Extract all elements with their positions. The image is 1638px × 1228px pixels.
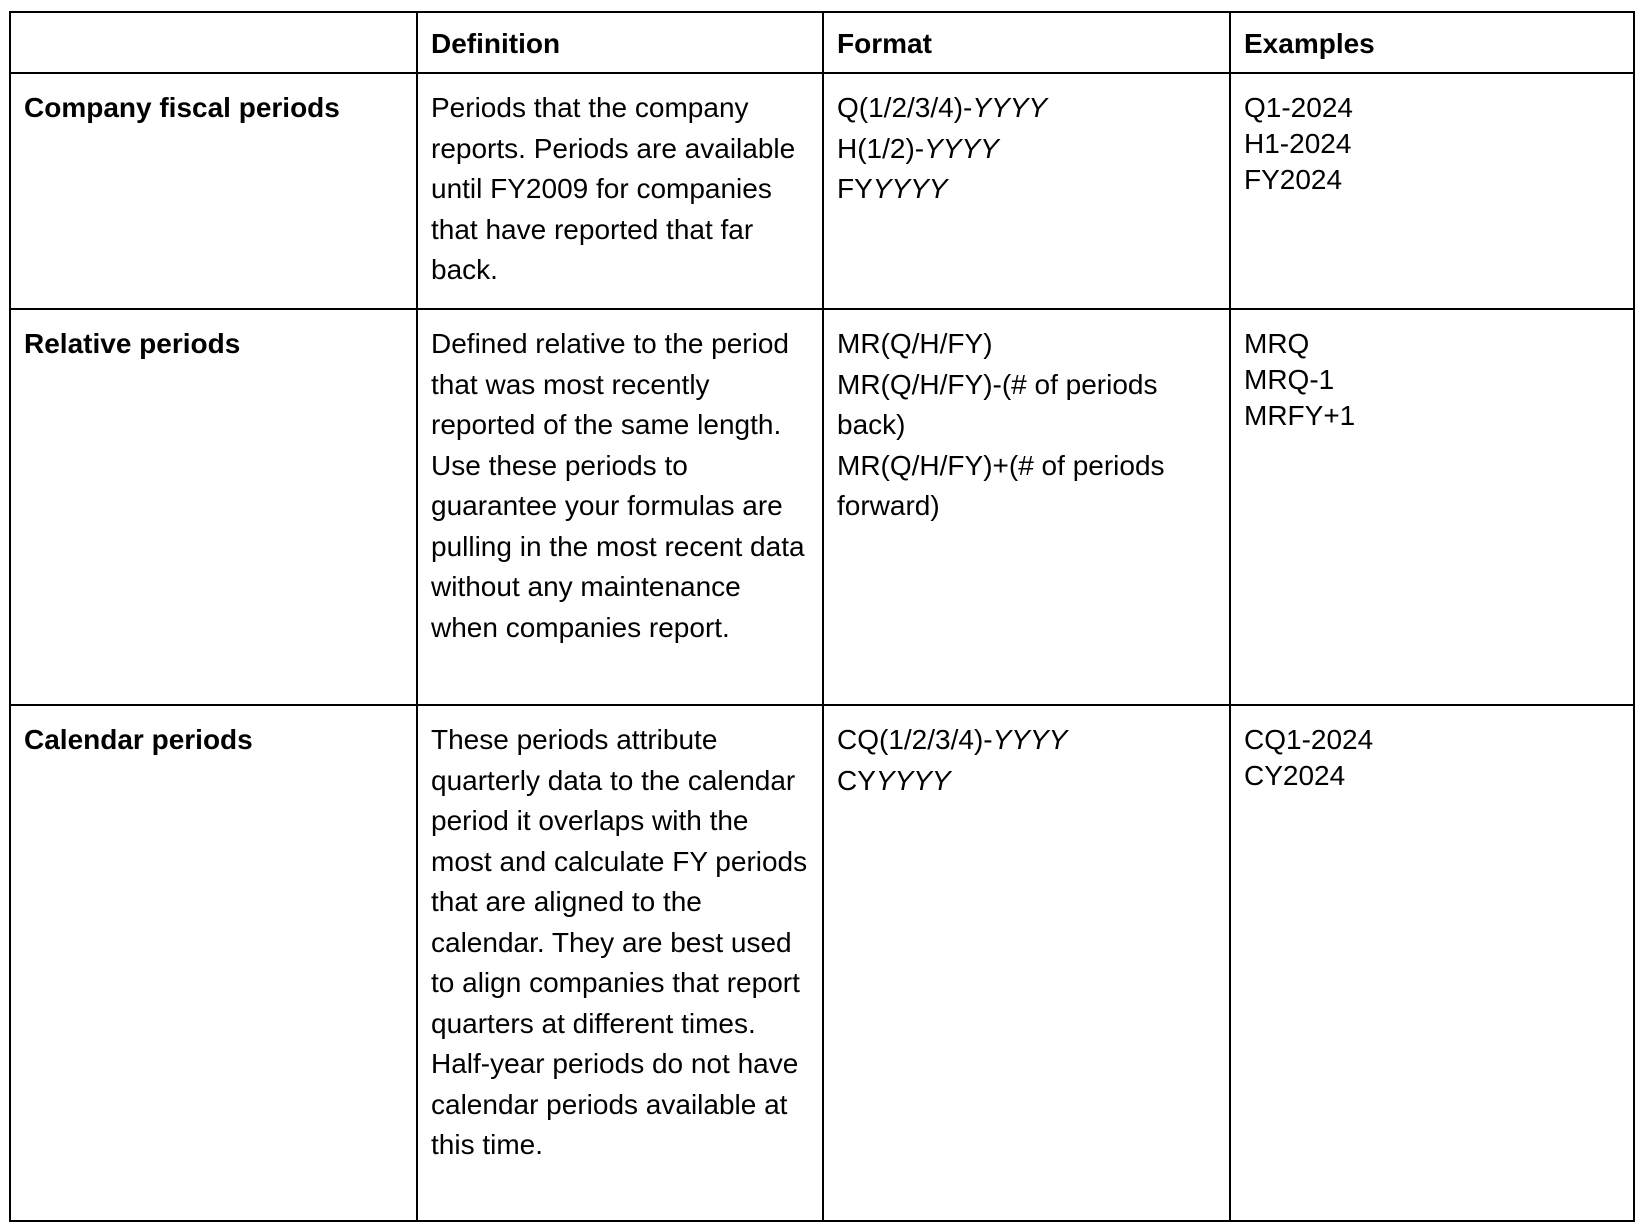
format-variable: YYYY xyxy=(992,724,1068,755)
format-variable: YYYY xyxy=(972,92,1048,123)
format-cell xyxy=(823,705,1230,1221)
format-cell xyxy=(823,309,1230,705)
header-row xyxy=(10,12,1634,73)
example-item: H1-2024 xyxy=(1244,128,1352,159)
format-line: MR(Q/H/FY) xyxy=(837,328,993,359)
example-item: Q1-2024 xyxy=(1244,92,1353,123)
format-line xyxy=(837,88,1216,129)
example-item: MRQ xyxy=(1244,328,1310,359)
format-cell xyxy=(823,73,1230,309)
examples-cell xyxy=(1230,73,1634,309)
header-format: Format xyxy=(823,12,1230,73)
format-line xyxy=(837,129,1216,170)
header-examples: Examples xyxy=(1230,12,1634,73)
example-item: FY2024 xyxy=(1244,164,1343,195)
format-prefix: FY xyxy=(837,173,873,204)
definition-cell: These periods attribute quarterly data to the calendar period it overlaps with the most and calculate FY periods that are aligned to the calendar. They are best used to align companies that report quarters at different times. Half-year periods do not have calendar periods available at this time. xyxy=(417,705,823,1221)
format-variable: YYYY xyxy=(875,764,951,796)
format-line xyxy=(837,761,1216,802)
format-prefix: H(1/2)- xyxy=(837,132,925,164)
format-prefix: Q(1/2/3/4)- xyxy=(837,92,973,123)
examples-cell xyxy=(1230,705,1634,1221)
format-prefix: CQ(1/2/3/4)- xyxy=(837,724,993,755)
format-line: MR(Q/H/FY)+(# of periods forward) xyxy=(837,449,1165,521)
definition-cell: Defined relative to the period that was most recently reported of the same length. Use these periods to guarantee your formulas are pulling in the most recent data without any maintenance when companies report. xyxy=(417,309,823,705)
table-row-company-fiscal-periods xyxy=(10,73,1634,309)
examples-cell xyxy=(1230,309,1634,705)
format-variable: YYYY xyxy=(924,132,999,164)
format-line xyxy=(837,720,1216,761)
example-item: CY2024 xyxy=(1244,760,1346,791)
table-row-calendar-periods xyxy=(10,705,1634,1221)
example-item: CQ1-2024 xyxy=(1244,724,1374,755)
format-variable: YYYY xyxy=(872,173,948,204)
row-label: Company fiscal periods xyxy=(10,73,417,309)
format-line xyxy=(837,169,1216,210)
format-prefix: CY xyxy=(837,764,876,796)
row-label: Calendar periods xyxy=(10,705,417,1221)
periods-table xyxy=(9,11,1635,1222)
definition-cell: Periods that the company reports. Periods are available until FY2009 for companies that have reported that far back. xyxy=(417,73,823,309)
table-row-relative-periods xyxy=(10,309,1634,705)
row-label: Relative periods xyxy=(10,309,417,705)
header-empty xyxy=(10,12,417,73)
format-line: MR(Q/H/FY)-(# of periods back) xyxy=(837,368,1158,440)
example-item: MRQ-1 xyxy=(1244,364,1335,395)
example-item: MRFY+1 xyxy=(1244,400,1356,431)
header-definition: Definition xyxy=(417,12,823,73)
